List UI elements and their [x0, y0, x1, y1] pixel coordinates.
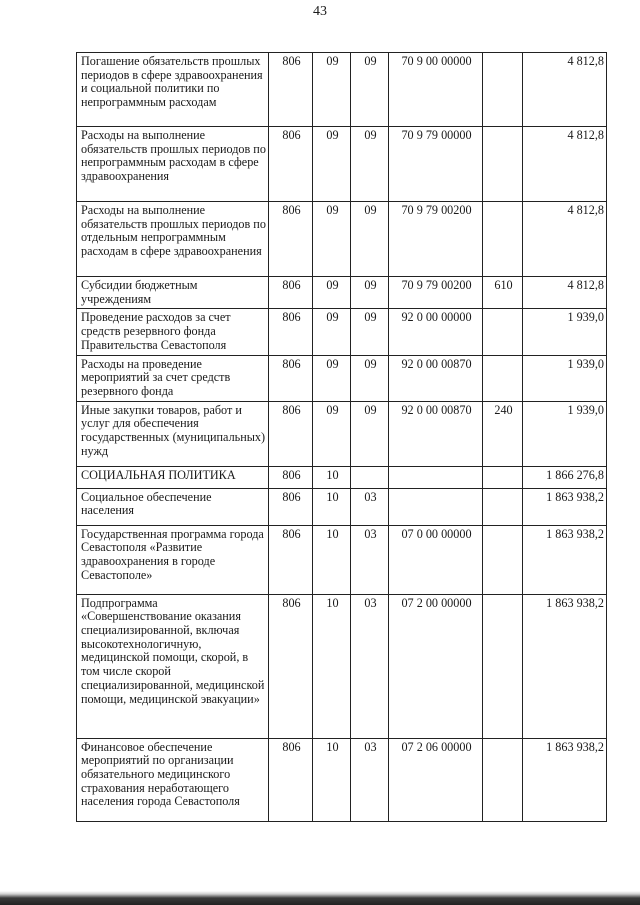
- row-vr: [483, 309, 523, 355]
- table-row: [77, 309, 607, 355]
- row-rz: 09: [313, 355, 351, 401]
- table-row: [77, 488, 607, 525]
- row-vr: 610: [483, 277, 523, 309]
- table-row: [77, 202, 607, 277]
- row-pr: 09: [351, 53, 389, 127]
- row-csr: 92 0 00 00000: [389, 309, 483, 355]
- table-row: [77, 277, 607, 309]
- row-rz: 09: [313, 127, 351, 202]
- table-row: [77, 355, 607, 401]
- row-csr: 70 9 79 00200: [389, 277, 483, 309]
- table-row: [77, 738, 607, 821]
- row-sum: 1 863 938,2: [523, 594, 607, 738]
- row-name: Субсидии бюджетным учреждениям: [77, 277, 269, 309]
- row-rz: 09: [313, 53, 351, 127]
- row-sum: 4 812,8: [523, 127, 607, 202]
- row-gr: 806: [269, 277, 313, 309]
- row-rz: 10: [313, 525, 351, 594]
- row-vr: [483, 488, 523, 525]
- table-row: [77, 466, 607, 488]
- row-rz: 09: [313, 277, 351, 309]
- row-gr: 806: [269, 466, 313, 488]
- row-pr: 09: [351, 202, 389, 277]
- row-csr: 92 0 00 00870: [389, 401, 483, 466]
- row-rz: 09: [313, 401, 351, 466]
- row-csr: 07 2 00 00000: [389, 594, 483, 738]
- row-pr: [351, 466, 389, 488]
- row-name: Подпрограмма «Совершенствование оказания специализированной, включая высокотехнологичную, медицинской помощи, скорой, в том числе скорой специализированной, медицинской помощи, медицинской эвакуации»: [77, 594, 269, 738]
- row-rz: 10: [313, 738, 351, 821]
- row-vr: [483, 127, 523, 202]
- row-name: Финансовое обеспечение мероприятий по организации обязательного медицинского страхования неработающего населения города Севастополя: [77, 738, 269, 821]
- row-rz: 10: [313, 594, 351, 738]
- row-pr: 03: [351, 594, 389, 738]
- row-pr: 09: [351, 355, 389, 401]
- row-name: Расходы на выполнение обязательств прошлых периодов по непрограммным расходам в сфере здравоохранения: [77, 127, 269, 202]
- row-rz: 10: [313, 466, 351, 488]
- row-gr: 806: [269, 401, 313, 466]
- row-vr: [483, 466, 523, 488]
- table-row: [77, 53, 607, 127]
- row-sum: 1 863 938,2: [523, 488, 607, 525]
- row-vr: 240: [483, 401, 523, 466]
- row-vr: [483, 202, 523, 277]
- budget-table: [76, 52, 607, 822]
- row-csr: 70 9 00 00000: [389, 53, 483, 127]
- row-gr: 806: [269, 488, 313, 525]
- row-pr: 09: [351, 127, 389, 202]
- row-sum: 4 812,8: [523, 277, 607, 309]
- row-name: Социальное обеспечение населения: [77, 488, 269, 525]
- row-pr: 03: [351, 488, 389, 525]
- row-name: Государственная программа города Севастополя «Развитие здравоохранения в городе Севастополе»: [77, 525, 269, 594]
- row-pr: 09: [351, 277, 389, 309]
- row-csr: 70 9 79 00200: [389, 202, 483, 277]
- table-row: [77, 525, 607, 594]
- row-csr: 70 9 79 00000: [389, 127, 483, 202]
- row-rz: 09: [313, 309, 351, 355]
- row-pr: 09: [351, 309, 389, 355]
- row-gr: 806: [269, 309, 313, 355]
- row-gr: 806: [269, 738, 313, 821]
- table-row: [77, 127, 607, 202]
- row-vr: [483, 525, 523, 594]
- row-name: Расходы на проведение мероприятий за счет средств резервного фонда: [77, 355, 269, 401]
- row-sum: 1 863 938,2: [523, 738, 607, 821]
- row-vr: [483, 53, 523, 127]
- row-sum: 4 812,8: [523, 202, 607, 277]
- row-gr: 806: [269, 525, 313, 594]
- row-gr: 806: [269, 53, 313, 127]
- table-row: [77, 401, 607, 466]
- scan-bottom-edge: [0, 891, 640, 905]
- row-sum: 4 812,8: [523, 53, 607, 127]
- row-csr: [389, 488, 483, 525]
- row-vr: [483, 594, 523, 738]
- row-name: Проведение расходов за счет средств резервного фонда Правительства Севастополя: [77, 309, 269, 355]
- row-name: СОЦИАЛЬНАЯ ПОЛИТИКА: [77, 466, 269, 488]
- row-csr: 07 2 06 00000: [389, 738, 483, 821]
- row-sum: 1 939,0: [523, 355, 607, 401]
- row-gr: 806: [269, 355, 313, 401]
- row-csr: 07 0 00 00000: [389, 525, 483, 594]
- row-sum: 1 866 276,8: [523, 466, 607, 488]
- page-number: 43: [313, 4, 327, 19]
- row-gr: 806: [269, 127, 313, 202]
- row-sum: 1 939,0: [523, 401, 607, 466]
- row-sum: 1 939,0: [523, 309, 607, 355]
- row-vr: [483, 738, 523, 821]
- row-vr: [483, 355, 523, 401]
- row-pr: 03: [351, 525, 389, 594]
- row-sum: 1 863 938,2: [523, 525, 607, 594]
- row-rz: 10: [313, 488, 351, 525]
- row-name: Погашение обязательств прошлых периодов в сфере здравоохранения и социальной политики по непрограммным расходам: [77, 53, 269, 127]
- row-csr: 92 0 00 00870: [389, 355, 483, 401]
- row-gr: 806: [269, 202, 313, 277]
- table-row: [77, 594, 607, 738]
- row-pr: 03: [351, 738, 389, 821]
- row-name: Иные закупки товаров, работ и услуг для обеспечения государственных (муниципальных) нужд: [77, 401, 269, 466]
- row-gr: 806: [269, 594, 313, 738]
- row-pr: 09: [351, 401, 389, 466]
- row-rz: 09: [313, 202, 351, 277]
- row-name: Расходы на выполнение обязательств прошлых периодов по отдельным непрограммным расходам в сфере здравоохранения: [77, 202, 269, 277]
- row-csr: [389, 466, 483, 488]
